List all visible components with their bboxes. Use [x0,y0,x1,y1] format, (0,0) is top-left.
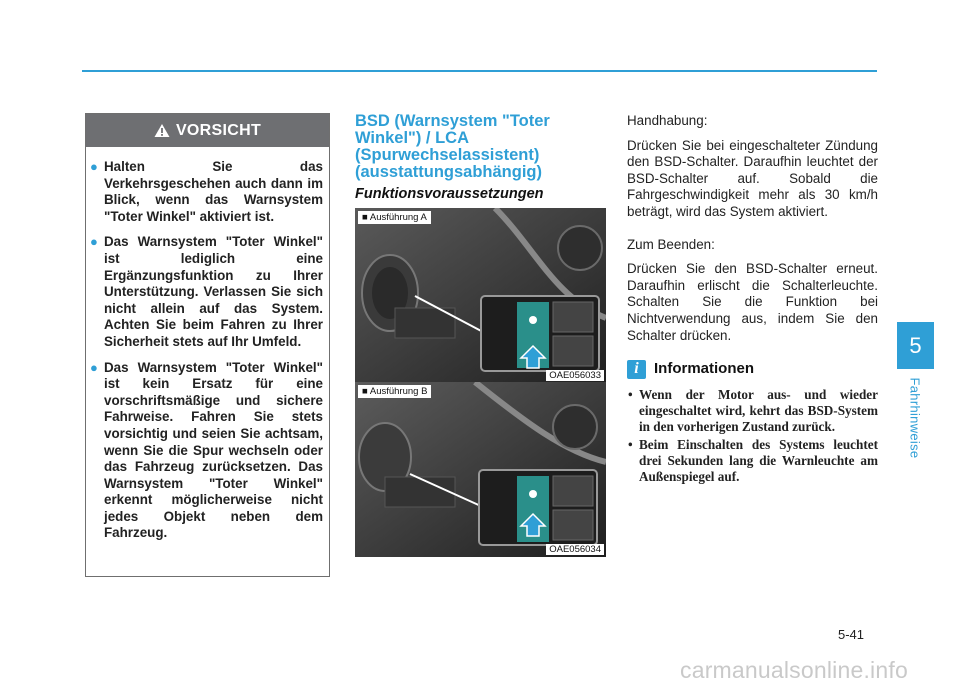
caution-item: ● Das Warnsystem "Toter Winkel" ist kein Ersatz für eine vorschriftsmäßige und sichere Fahrweise. Fahren Sie stets vorsichtig und seien Sie achtsam, wenn Sie die Spur wechseln oder das Fahrzeug zurücksetzen. Das Warnsystem "Toter Winkel" erkennt möglicherweise nicht jedes Objekt neben dem Fahrzeug. [90,359,323,541]
operation-section [627,113,878,487]
operation-heading: Handhabung: [627,113,708,128]
bullet-icon: ● [90,234,98,250]
dashboard-illustration [355,208,606,383]
warning-triangle-icon [154,123,170,138]
subsection-title: Funktionsvoraussetzungen [355,186,544,202]
figure-label: ■ Ausführung B [358,385,431,398]
caution-item: ● Das Warnsystem "Toter Winkel" ist lediglich eine Ergänzungsfunktion zu Ihrer Unterstützung. Verlassen Sie sich nicht allein auf das System. Achten Sie beim Fahren zu Ihrer Sicherheit stets auf Ihr Umfeld. [90,234,323,349]
info-list [627,387,878,485]
info-icon: i [627,360,646,379]
watermark: carmanualsonline.info [680,657,908,683]
chapter-name: Fahrhinweise [907,377,923,459]
info-header [627,360,878,379]
figure-label: ■ Ausführung A [358,211,431,224]
caution-box [85,113,330,577]
page-number: 5-41 [838,627,865,642]
bullet-icon: ● [90,359,98,375]
bullet-icon: • [628,387,633,403]
figure-variant-a [355,208,606,383]
caution-header [86,114,329,147]
bullet-icon: ● [90,159,98,174]
top-rule [82,70,877,72]
deactivate-heading: Zum Beenden: [627,236,715,252]
activate-text: Drücken Sie bei eingeschalteter Zündung den BSD-Schalter. Daraufhin leuchtet der BSD-Schalter auf. Sobald die Fahrgeschwindigkeit mehr als 30 km/h beträgt, wird das System aktiviert. [627,137,878,219]
info-item: • Wenn der Motor aus- und wieder eingeschaltet wird, kehrt das BSD-System in den vorherigen Zustand zurück. [628,387,878,435]
info-title: Informationen [654,360,754,378]
dashboard-illustration [355,382,606,557]
info-item: • Beim Einschalten des Systems leuchtet drei Sekunden lang die Warnleuchte am Außenspiegel auf. [628,437,878,485]
bullet-icon: • [628,437,633,453]
figure-variant-b [355,382,606,557]
deactivate-text: Drücken Sie den BSD-Schalter erneut. Daraufhin erlischt die Schalterleuchte. Schalten Sie die Funktion bei Nichtverwendung aus, indem Sie den Schalter drücken. [627,261,878,343]
caution-item: ● Halten Sie das Verkehrsgeschehen auch dann im Blick, wenn das Warnsystem "Toter Winkel" aktiviert ist. [90,159,323,224]
section-title: BSD (Warnsystem "Toter Winkel") / LCA (Spurwechselassistent) (ausstattungsabhängig) [355,112,550,181]
caution-list [86,147,329,542]
figure-code: OAE056033 [546,370,604,381]
figure-code: OAE056034 [546,544,604,555]
chapter-tab: 5 [897,322,934,369]
caution-title: VORSICHT [175,121,262,139]
